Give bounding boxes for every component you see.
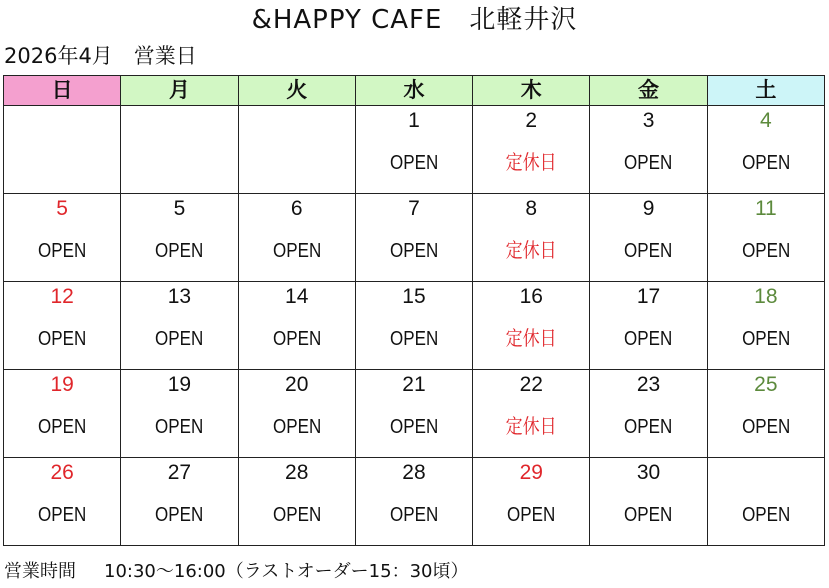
day-number: 27 — [167, 461, 192, 484]
day-number: 8 — [525, 197, 538, 220]
day-status: OPEN — [155, 328, 204, 350]
calendar-day-cell — [707, 106, 824, 194]
weekday-wednesday: 水 — [355, 76, 472, 106]
day-status: OPEN — [507, 504, 556, 526]
day-number: 19 — [50, 373, 74, 396]
day-status: OPEN — [741, 328, 790, 350]
day-number: 28 — [285, 461, 309, 484]
day-number: 4 — [760, 109, 772, 132]
calendar-day-cell — [238, 106, 355, 194]
calendar-day-cell — [355, 282, 472, 370]
day-number: 26 — [50, 461, 74, 484]
calendar-day-cell — [473, 458, 590, 546]
day-number: 1 — [408, 109, 420, 132]
day-number: 3 — [642, 109, 655, 132]
calendar-day-cell — [473, 106, 590, 194]
day-number: 19 — [167, 373, 192, 396]
calendar-day-cell — [590, 194, 707, 282]
weekday-sunday: 日 — [4, 76, 121, 106]
day-status: 定休日 — [505, 152, 557, 174]
day-number: 16 — [519, 285, 543, 308]
calendar-day-cell — [707, 370, 824, 458]
day-status: OPEN — [272, 240, 321, 262]
calendar-day-cell — [473, 194, 590, 282]
day-status: OPEN — [741, 152, 790, 174]
calendar-day-cell — [4, 282, 121, 370]
day-number: 17 — [636, 285, 661, 308]
day-status: OPEN — [38, 328, 87, 350]
business-hours — [4, 560, 468, 584]
day-status: OPEN — [155, 504, 204, 526]
weekday-tuesday: 火 — [238, 76, 355, 106]
calendar-day-cell — [4, 458, 121, 546]
calendar-day-cell — [707, 458, 824, 546]
day-status: OPEN — [38, 416, 87, 438]
day-number — [121, 111, 237, 131]
calendar-week-row — [4, 370, 825, 458]
day-number: 5 — [173, 197, 186, 220]
day-status: OPEN — [389, 328, 439, 350]
day-number: 23 — [636, 373, 661, 396]
calendar-day-cell — [473, 282, 590, 370]
calendar-day-cell — [590, 106, 707, 194]
business-hours-value: 10:30～16:00（ラストオーダー15：30頃） — [104, 561, 469, 582]
calendar-day-cell — [121, 282, 238, 370]
month-heading: 2026年4月 営業日 — [4, 44, 197, 68]
calendar-day-cell — [590, 370, 707, 458]
calendar-day-cell — [238, 458, 355, 546]
day-status: OPEN — [272, 504, 321, 526]
calendar-day-cell — [4, 194, 121, 282]
calendar-day-cell — [355, 106, 472, 194]
day-number: 21 — [402, 373, 426, 396]
day-status: OPEN — [624, 416, 673, 438]
day-number: 9 — [642, 197, 655, 220]
day-status: OPEN — [272, 328, 321, 350]
page-title: &HAPPY CAFE 北軽井沢 — [251, 5, 578, 35]
day-status: OPEN — [155, 416, 204, 438]
day-status: OPEN — [624, 152, 673, 174]
weekday-thursday: 木 — [473, 76, 590, 106]
calendar-day-cell — [355, 370, 472, 458]
calendar-day-cell — [121, 370, 238, 458]
day-status: OPEN — [624, 328, 673, 350]
day-status: 定休日 — [505, 328, 557, 350]
calendar-day-cell — [121, 194, 238, 282]
business-calendar — [3, 75, 825, 546]
day-status: OPEN — [741, 240, 790, 262]
day-number: 12 — [50, 285, 74, 308]
day-number — [708, 463, 824, 483]
calendar-day-cell — [4, 370, 121, 458]
day-number: 6 — [290, 197, 303, 220]
calendar-day-cell — [355, 458, 472, 546]
weekday-saturday: 土 — [707, 76, 824, 106]
calendar-day-cell — [238, 194, 355, 282]
calendar-day-cell — [355, 194, 472, 282]
day-status: OPEN — [624, 240, 673, 262]
day-status: OPEN — [389, 240, 439, 262]
day-status: OPEN — [272, 416, 321, 438]
calendar-day-cell — [473, 370, 590, 458]
day-number: 29 — [519, 461, 543, 484]
weekday-friday: 金 — [590, 76, 707, 106]
day-status: OPEN — [155, 240, 204, 262]
day-number: 13 — [167, 285, 192, 308]
day-number: 15 — [402, 285, 426, 308]
day-number: 30 — [636, 461, 661, 484]
day-number: 7 — [408, 197, 420, 220]
day-number: 5 — [56, 197, 68, 220]
day-number: 2 — [525, 109, 538, 132]
calendar-day-cell — [4, 106, 121, 194]
calendar-body — [4, 106, 825, 546]
weekday-header-row — [4, 76, 825, 106]
calendar-day-cell — [121, 106, 238, 194]
day-number: 22 — [519, 373, 543, 396]
calendar-day-cell — [707, 282, 824, 370]
day-status: OPEN — [389, 416, 439, 438]
day-number: 25 — [754, 373, 778, 396]
day-status: OPEN — [741, 416, 790, 438]
day-number: 11 — [754, 197, 777, 220]
day-status: OPEN — [389, 504, 439, 526]
calendar-day-cell — [590, 282, 707, 370]
day-status: OPEN — [624, 504, 673, 526]
calendar-day-cell — [590, 458, 707, 546]
business-hours-label: 営業時間 — [4, 561, 76, 582]
calendar-day-cell — [707, 194, 824, 282]
day-status: OPEN — [389, 152, 439, 174]
day-status: OPEN — [38, 240, 87, 262]
day-number: 20 — [285, 373, 309, 396]
calendar-day-cell — [121, 458, 238, 546]
calendar-week-row — [4, 194, 825, 282]
calendar-week-row — [4, 282, 825, 370]
day-number — [239, 111, 355, 131]
day-status: OPEN — [741, 504, 790, 526]
calendar-week-row — [4, 106, 825, 194]
day-number — [4, 111, 120, 131]
weekday-monday: 月 — [121, 76, 238, 106]
day-status: 定休日 — [505, 240, 557, 262]
day-number: 18 — [754, 285, 778, 308]
calendar-week-row — [4, 458, 825, 546]
calendar-day-cell — [238, 282, 355, 370]
day-number: 28 — [402, 461, 426, 484]
day-status: OPEN — [38, 504, 87, 526]
day-status: 定休日 — [505, 416, 557, 438]
day-number: 14 — [285, 285, 309, 308]
calendar-day-cell — [238, 370, 355, 458]
